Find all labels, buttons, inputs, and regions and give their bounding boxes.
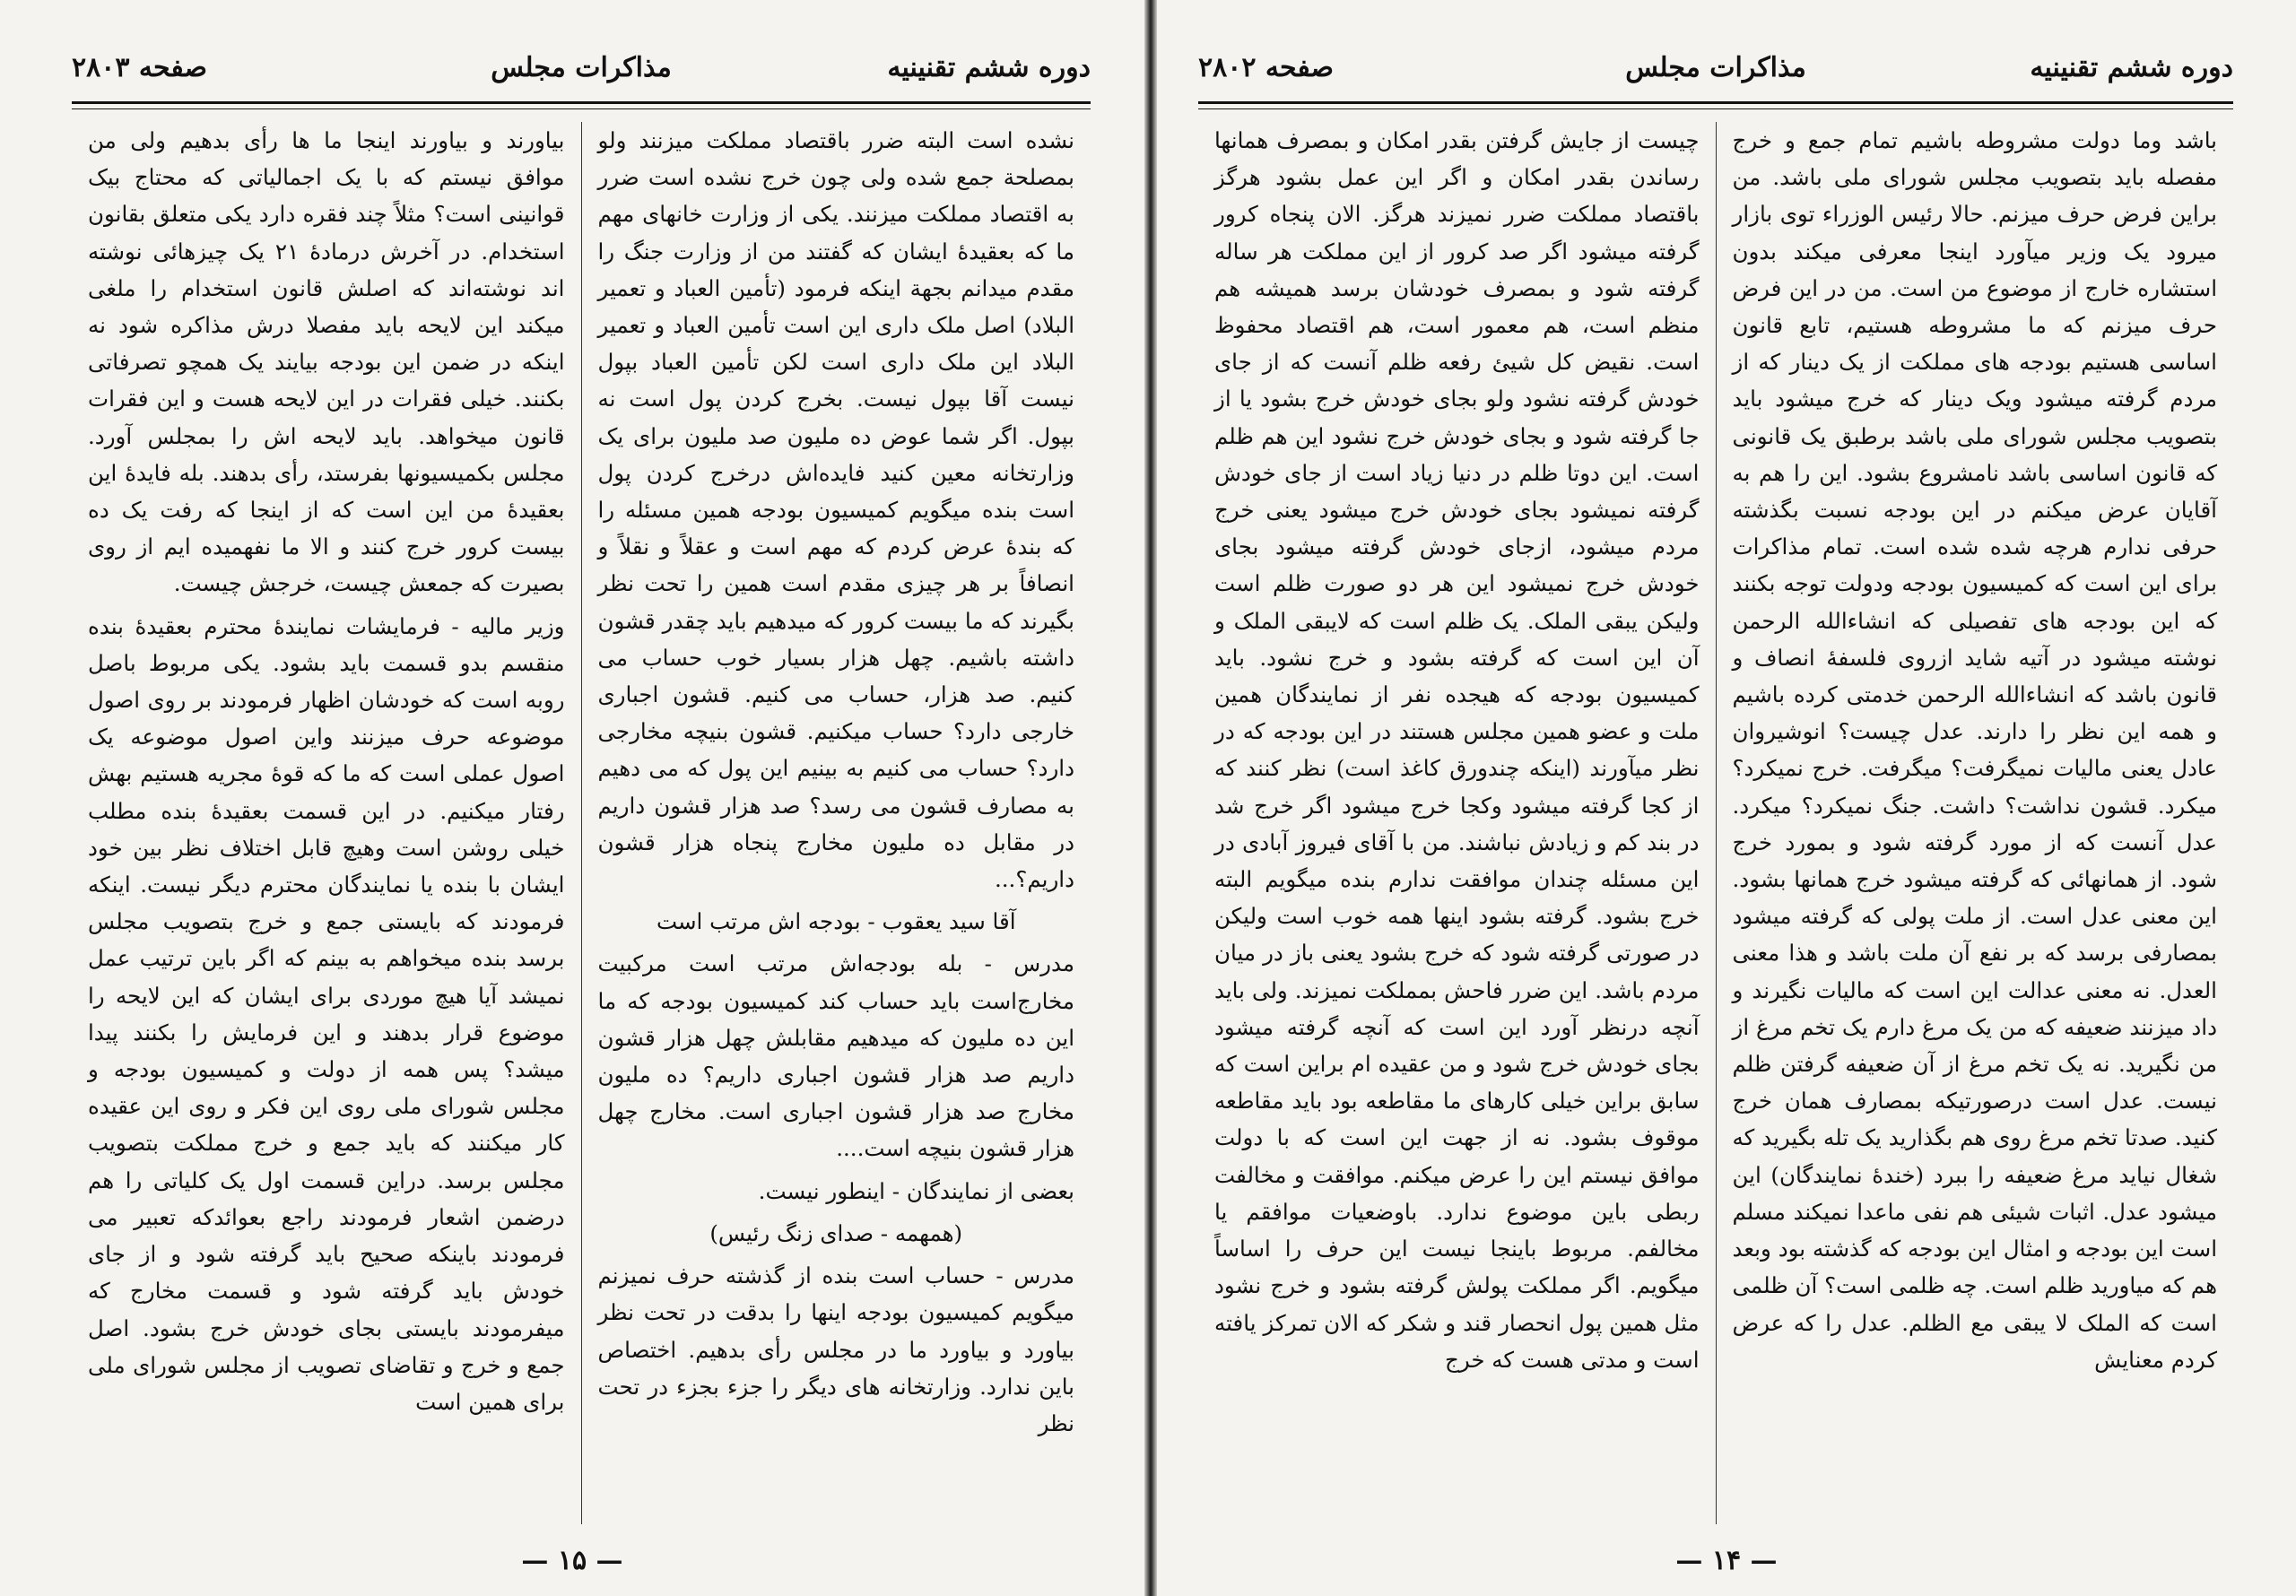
book-gutter — [1144, 0, 1157, 1596]
header-title: مذاکرات مجلس — [491, 52, 672, 83]
interjection: بعضی از نمایندگان - اینطور نیست. — [758, 1177, 1074, 1204]
right-page — [1157, 0, 2296, 1596]
paragraph: مدرس - حساب است بنده از گذشته حرف نمیزنم میگویم کمیسیون بودجه اینها را بدقت در تحت نظر بیاورد و بیاورد ما در مجلس رأی بدهیم. اختصاص باین ندارد. وزارتخانه های دیگر را جزء بجزء در تحت نظر — [597, 1262, 1074, 1436]
text-column-right — [582, 122, 1091, 1524]
paragraph: باشد وما دولت مشروطه باشیم تمام جمع و خرج مفصله باید بتصویب مجلس شورای ملی باشد. من براین فرض حرف میزنم. حالا رئیس الوزراء توی بازار میرود یک وزیر میآورد اینجا معرفی میکند بدون استشاره خارج از موضوع من است. من در این فرض حرف میزنم که ما مشروطه هستیم، تابع قانون اساسی هستیم بودجه های مملکت از یک دینار که از مردم گرفته میشود ویک دینار که خرج میشود باید بتصویب مجلس شورای ملی باشد برطبق یک قانونی که قانون اساسی باشد نامشروع بشود. این را هم به آقایان عرض میکنم در این بودجه نسبت بگذشته حرفی ندارم هرچه شده شده است. تمام مذاکرات برای این است که کمیسیون بودجه ودولت توجه بکنند که این بودجه های تفصیلی که انشاءالله الرحمن نوشته میشود در آتیه شاید ازروی فلسفهٔ انصاف و قانون باشد که انشاءالله الرحمن خدمتی کرده باشیم و همه این نظر را دارند. عدل چیست؟ انوشیروان عادل یعنی مالیات نمیگرفت؟ میگرفت. خرج نمیکرد؟ میکرد. قشون نداشت؟ داشت. جنگ نمیکرد؟ میکرد. عدل آنست که از مورد گرفته شود و بمورد خرج شود. از همانهائی که گرفته میشود خرج همانها بشود. این معنی عدل است. از ملت پولی که گرفته میشود بمصارفی برسد که بر نفع آن ملت باشد و هذا معنی العدل. نه معنی عدالت این است که مالیات نگیرند و داد میزنند ضعیفه که من یک مرغ دارم یک تخم مرغ از من نگیرید. نه یک تخم مرغ از آن ضعیفه گرفتن ظلم نیست. عدل است درصورتیکه بمصارف همان خرج کنید. صدتا تخم مرغ روی هم بگذارید یک تله بگیرید که شغال نیاید مرغ ضعیفه را ببرد (خندهٔ نمایندگان) این میشود عدل. اثبات شیئی هم نفی ماعدا نمیکند مسلم است این بودجه و امثال این بودجه که گذشته بود وبعد هم که میاورید ظلم است. چه ظلمی است؟ آن ظلمی است که الملک لا یبقی مع الظلم. عدل را که عرض کردم معنایش — [1732, 127, 2217, 1373]
page-header — [1198, 47, 2233, 104]
header-page-number: صفحه ۲۸۰۳ — [72, 52, 207, 83]
text-columns — [72, 122, 1091, 1524]
header-session: دوره ششم تقنینیه — [2030, 52, 2233, 83]
page-header — [72, 47, 1091, 104]
header-rule-thin — [72, 108, 1091, 109]
header-rule — [1198, 101, 2233, 104]
stage-direction: (همهمه - صدای زنگ رئیس) — [709, 1219, 963, 1246]
left-page — [0, 0, 1144, 1596]
header-page-number: صفحه ۲۸۰۲ — [1198, 52, 1334, 83]
text-columns — [1198, 122, 2233, 1524]
paragraph: بیاورند و بیاورند اینجا ما ها رأی بدهیم ولی من موافق نیستم که با یک اجمالیاتی که محتاج بیک قوانینی است؟ مثلاً چند فقره دارد یکی متعلق بقانون استخدام. در آخرش درمادهٔ ۲۱ یک چیزهائی نوشته اند نوشته‌اند که اصلش قانون استخدام را ملغی میکند این لایحه باید مفصلا درش مذاکره شود نه اینکه در ضمن این بودجه بیایند یک همچو تصرفاتی بکنند. خیلی فقرات در این لایحه هست و این فقرات قانون میخواهد. باید لایحه اش را بمجلس آورد. مجلس بکمیسیونها بفرستد، رأی بدهند. بله فایدهٔ این بعقیدهٔ من این است که از اینجا که رفت یک ده بیست کرور خرج کنند و الا ما نفهمیده ایم از روی بصیرت که جمعش چیست، خرجش چیست. — [88, 127, 565, 597]
text-column-right — [1717, 122, 2234, 1524]
page-footer-number: — ۱۵ — — [521, 1545, 623, 1576]
paragraph: چیست از جایش گرفتن بقدر امکان و بمصرف همانها رساندن بقدر امکان و اگر این عمل بشود هرگز باقتصاد مملکت ضرر نمیزند هرگز. الان پنجاه کرور گرفته میشود اگر صد کرور از این مملکت هر ساله گرفته شود و بمصرف خودشان برسد همیشه هم منظم است، هم معمور است، هم اقتصاد محفوظ است. نقیض کل شیئ رفعه ظلم آنست که از جای خودش گرفته نشود ولو بجای خودش خرج بشود یا از جا گرفته شود و بجای خودش خرج نشود این هم ظلم است. این دوتا ظلم در دنیا زیاد است از جای خودش گرفته نمیشود بجای خودش خرج میشود یعنی خرج مردم میشود، ازجای خودش گرفته میشود بجای خودش خرج نمیشود این هر دو صورت ظلم است ولیکن یبقی الملک. یک ظلم است که لایبقی الملک و آن این است که گرفته بشود و خرج نشود. باید کمیسیون بودجه که هیجده نفر از نمایندگان همین ملت و عضو همین مجلس هستند در این بودجه که در نظر میآورند (اینکه چندورق کاغذ است) نظر کنند که از کجا گرفته میشود وکجا خرج میشود اگر خرج شد در بند کم و زیادش نباشند. من با آقای فیروز آبادی در این مسئله چندان موافقت ندارم بنده میگویم البته خرج بشود. گرفته بشود اینها همه خوب است ولیکن در صورتی گرفته شود که خرج بشود یعنی باز در میان مردم باشد. این ضرر فاحش بمملکت نمیزند. ولی باید آنچه درنظر آورد این است که آنچه گرفته میشود بجای خودش خرج شود و من عقیده ام براین است که سابق براین خیلی کارهای ما مقاطعه بود باید مقاطعه موقوف بشود. نه از جهت این است که با دولت موافق نیستم این را عرض میکنم. موافقت و مخالفت ربطی باین موضوع ندارد. باوضعیات موافقم یا مخالفم. مربوط باینجا نیست این حرف را اساساً میگویم. اگر مملکت پولش گرفته بشود و خرج نشود مثل همین پول انحصار قند و شکر که الان تمرکز یافته است و مدتی هست که خرج — [1214, 127, 1700, 1373]
page-footer-number: — ۱۴ — — [1675, 1545, 1778, 1576]
paragraph: وزیر مالیه - فرمایشات نمایندهٔ محترم بعقیدهٔ بنده منقسم بدو قسمت باید بشود. یکی مربوط باصل روبه است که خودشان اظهار فرمودند بر روی اصول موضوعه حرف میزنند واین اصول موضوعه یک اصول عملی است که ما که قوهٔ مجریه هستیم بهش رفتار میکنیم. در این قسمت بعقیدهٔ بنده مطلب خیلی روشن است وهیچ قابل اختلاف نظر بین خود ایشان با بنده یا نمایندگان محترم دیگر نیست. اینکه فرمودند که بایستی جمع و خرج بتصویب مجلس برسد بنده میخواهم به بینم که اگر باین ترتیب عمل نمیشد آیا هیچ موردی برای ایشان که این لایحه را موضوع قرار بدهند و این فرمایش را بکنند پیدا میشد؟ پس همه از دولت و کمیسیون بودجه و مجلس شورای ملی روی این فکر و روی این عقیده کار میکنند که باید جمع و خرج مملکت بتصویب مجلس برسد. دراین قسمت اول یک کلیاتی را هم درضمن اشعار فرمودند راجع بعوائدکه تعبیر می فرمودند باینکه صحیح باید گرفته شود و از جای خودش باید گرفته شود و قسمت مخارج که میفرمودند بایستی بجای خودش خرج بشود. اصل جمع و خرج و تقاضای تصویب از مجلس شورای ملی برای همین است — [88, 612, 565, 1415]
paragraph: نشده است البته ضرر باقتصاد مملکت میزنند ولو بمصلحة جمع شده ولی چون خرج نشده است ضرر به اقتصاد مملکت میزنند. یکی از وزارت خانهای مهم ما که بعقیدهٔ ایشان که گفتند من از وزارت جنگ را مقدم میدانم بجهة اینکه فرمود (تأمین العباد و تعمیر البلاد) اصل ملک داری این است تأمین العباد و تعمیر البلاد این ملک داری است لکن تأمین العباد بپول نیست آقا بپول نیست. بخرج کردن پول است نه بپول. اگر شما عوض ده ملیون صد ملیون برای یک وزارتخانه معین کنید فایده‌اش درخرج کردن پول است بنده میگویم کمیسیون بودجه همین مسئله را که بندهٔ عرض کردم که مهم است و عقلاً و نقلاً و انصافاً بر هر چیزی مقدم است همین را تحت نظر بگیرند که ما بیست کرور که میدهیم باید چقدر قشون داشته باشیم. چهل هزار بسیار خوب حساب می کنیم. صد هزار، حساب می کنیم. قشون اجباری خارجی دارد؟ حساب میکنیم. قشون بنیچه مخارجی دارد؟ حساب می کنیم به بینیم این پول که می دهیم به مصارف قشون می رسد؟ صد هزار قشون داریم در مقابل ده ملیون مخارج پنجاه هزار قشون داریم؟... — [597, 127, 1074, 893]
header-rule — [72, 101, 1091, 104]
text-column-left — [1198, 122, 1717, 1524]
header-title: مذاکرات مجلس — [1625, 52, 1806, 83]
text-column-left — [72, 122, 582, 1524]
header-session: دوره ششم تقنینیه — [887, 52, 1091, 83]
header-rule-thin — [1198, 108, 2233, 109]
paragraph: مدرس - بله بودجه‌اش مرتب است مرکبیت مخارج‌است باید حساب کند کمیسیون بودجه که ما این ده ملیون که میدهیم مقابلش چهل هزار قشون داریم صد هزار قشون اجباری داریم؟ ده ملیون مخارج صد هزار قشون اجباری است. مخارج چهل هزار قشون بنیچه است.... — [597, 950, 1074, 1162]
speaker-line: آقا سید یعقوب - بودجه اش مرتب است — [656, 908, 1016, 935]
